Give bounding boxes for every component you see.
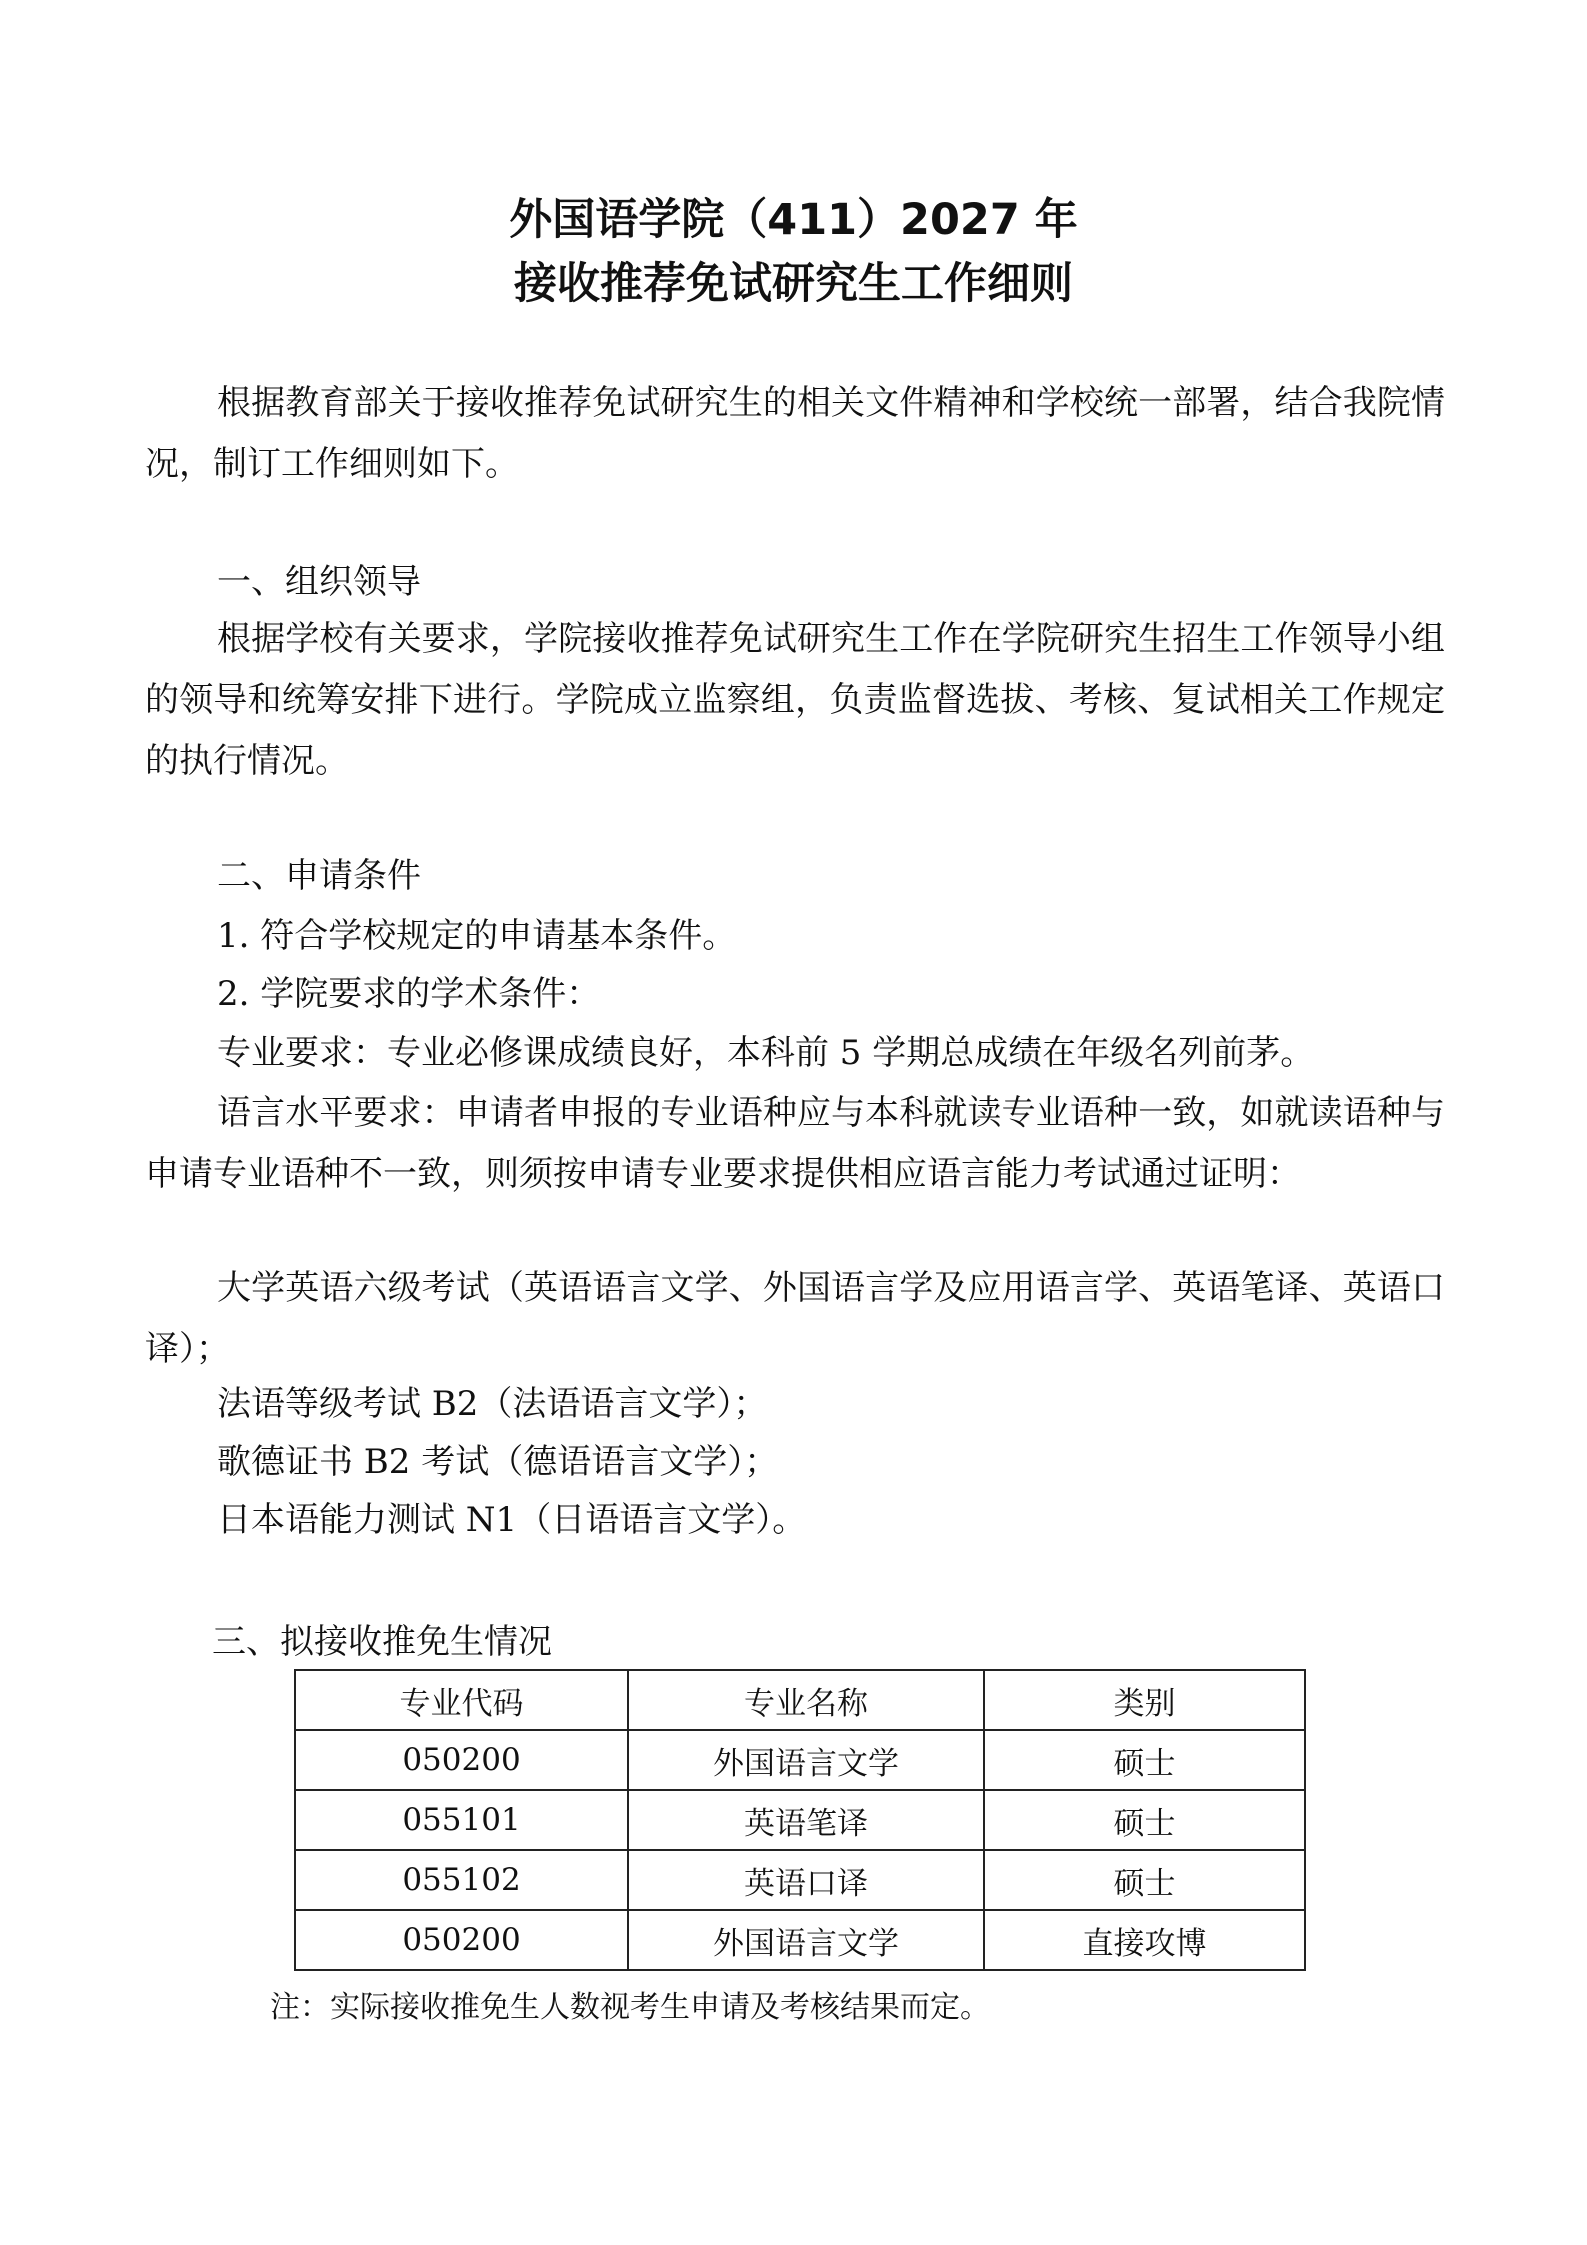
document-title-line1: 外国语学院（411）2027 年 [509, 195, 1078, 245]
column-header-code: 专业代码 [295, 1670, 628, 1730]
intro-paragraph: 根据教育部关于接收推荐免试研究生的相关文件精神和学校统一部署，结合我院情况，制订工作细则如下。 [145, 383, 1445, 484]
german-requirement: 歌德证书 B2 考试（德语语言文学）； [217, 1442, 779, 1482]
category-cell: 硕士 [984, 1850, 1305, 1910]
column-header-name: 专业名称 [628, 1670, 984, 1730]
major-requirement: 专业要求：专业必修课成绩良好，本科前 5 学期总成绩在年级名列前茅。 [217, 1033, 1315, 1073]
language-requirement: 语言水平要求：申请者申报的专业语种应与本科就读专业语种一致，如就读语种与申请专业语种不一致，则须按申请专业要求提供相应语言能力考试通过证明： [145, 1093, 1445, 1194]
category-cell: 硕士 [984, 1730, 1305, 1790]
major-name-cell: 外国语言文学 [628, 1910, 984, 1970]
document-title-line2: 接收推荐免试研究生工作细则 [514, 259, 1073, 309]
section1-body: 根据学校有关要求，学院接收推荐免试研究生工作在学院研究生招生工作领导小组的领导和统筹安排下进行。学院成立监察组，负责监督选拔、考核、复试相关工作规定的执行情况。 [145, 619, 1445, 781]
column-header-category: 类别 [984, 1670, 1305, 1730]
category-cell: 直接攻博 [984, 1910, 1305, 1970]
category-cell: 硕士 [984, 1790, 1305, 1850]
table-row [295, 1910, 1305, 1970]
major-name-cell: 英语口译 [628, 1850, 984, 1910]
admission-plan-table [294, 1669, 1306, 1971]
requirement-item-2: 2. 学院要求的学术条件： [217, 974, 601, 1014]
section1-heading: 一、组织领导 [217, 562, 421, 602]
section3-heading: 三、拟接收推免生情况 [212, 1622, 552, 1662]
requirement-item-1: 1. 符合学校规定的申请基本条件。 [217, 916, 737, 956]
major-name-cell: 英语笔译 [628, 1790, 984, 1850]
table-header-row [295, 1670, 1305, 1730]
table-row [295, 1850, 1305, 1910]
cet6-requirement: 大学英语六级考试（英语语言文学、外国语言学及应用语言学、英语笔译、英语口译）； [145, 1268, 1445, 1369]
section2-heading: 二、申请条件 [217, 856, 421, 896]
major-code-cell: 055102 [295, 1850, 628, 1910]
table-row [295, 1790, 1305, 1850]
japanese-requirement: 日本语能力测试 N1（日语语言文学）。 [217, 1500, 807, 1540]
french-requirement: 法语等级考试 B2（法语语言文学）； [217, 1384, 768, 1424]
major-code-cell: 055101 [295, 1790, 628, 1850]
table-note: 注：实际接收推免生人数视考生申请及考核结果而定。 [270, 1990, 990, 2025]
major-code-cell: 050200 [295, 1730, 628, 1790]
major-code-cell: 050200 [295, 1910, 628, 1970]
major-name-cell: 外国语言文学 [628, 1730, 984, 1790]
table-row [295, 1730, 1305, 1790]
